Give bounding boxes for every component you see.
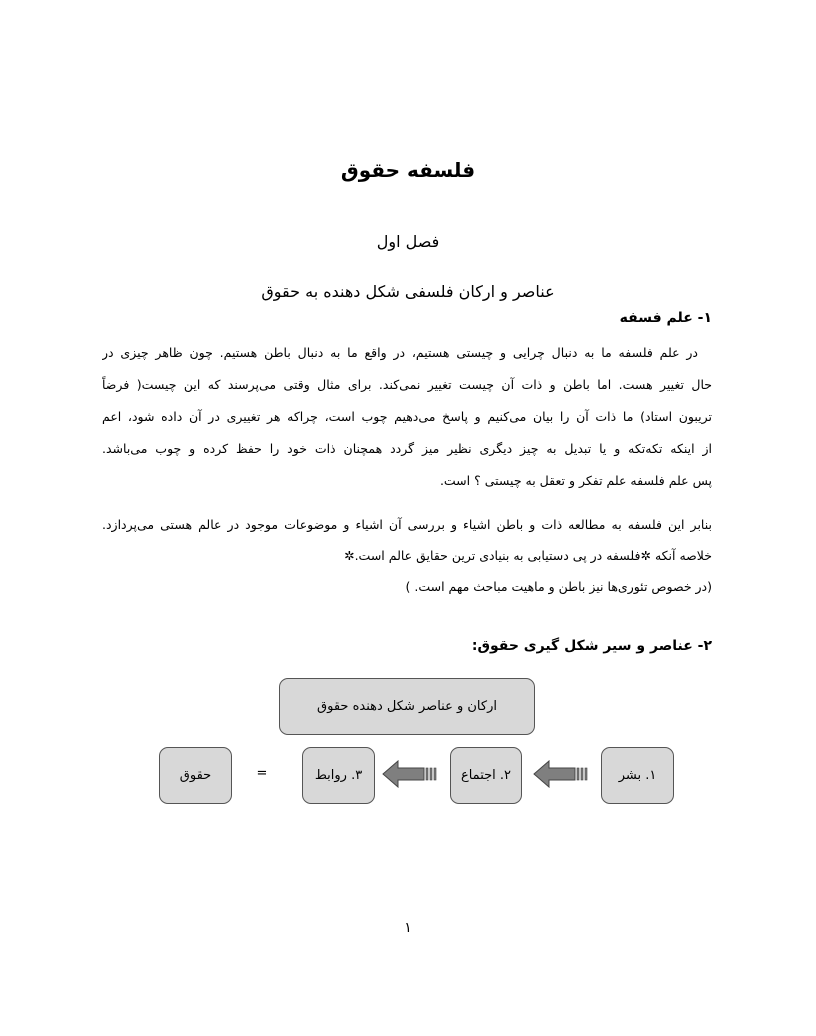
left-arrow-icon bbox=[533, 760, 589, 788]
diagram-box-law: حقوق bbox=[159, 747, 232, 804]
page-number: ۱ bbox=[404, 920, 412, 936]
paragraph-line: در علم فلسفه ما به دنبال چرایی و چیستی هستیم، در واقع ما به دنبال باطن هستیم. چون ظاهر چیزی در bbox=[102, 345, 698, 360]
paragraph-line: حال تغییر هست. اما باطن و ذات آن چیست تغییر نمی‌کند. برای مثال وقتی می‌پرسند که این چیست( فرضاً bbox=[102, 377, 712, 392]
chapter-title: فصل اول bbox=[376, 232, 440, 251]
paragraph-line: از اینکه تکه‌تکه و یا تبدیل به چیز دیگری نظیر میز گردد همچنان ذات خود را حفظ کرده و چوب می‌باشد. bbox=[102, 441, 712, 456]
diagram-top-box: ارکان و عناصر شکل دهنده حقوق bbox=[279, 678, 535, 735]
document-subtitle: عناصر و ارکان فلسفی شکل دهنده به حقوق bbox=[261, 282, 555, 301]
paragraph-line: تریبون استاد) ما ذات آن را بیان می‌کنیم و پاسخ می‌دهیم چوب است، چراکه هر تغییری در آن داده شود، اعم bbox=[102, 409, 712, 424]
diagram-box-human: ۱. بشر bbox=[601, 747, 674, 804]
diagram-box-relations: ۳. روابط bbox=[302, 747, 375, 804]
paragraph-line: (در خصوص تئوری‌ها نیز باطن و ماهیت مباحث مهم است. ) bbox=[405, 579, 712, 594]
equals-sign: = bbox=[256, 766, 268, 781]
section-heading-elements: ۲- عناصر و سیر شکل گیری حقوق: bbox=[471, 638, 712, 654]
paragraph-philosophy-definition bbox=[102, 337, 712, 497]
paragraph-line: پس علم فلسفه علم تفکر و تعقل به چیستی ؟ است. bbox=[439, 473, 712, 488]
section-heading-philosophy: ۱- علم فسفه bbox=[619, 310, 712, 326]
paragraph-line: خلاصه آنکه ✲فلسفه در پی دستیابی به بنیادی ترین حقایق عالم است.✲ bbox=[344, 548, 712, 563]
diagram-box-society: ۲. اجتماع bbox=[450, 747, 522, 804]
document-title: فلسفه حقوق bbox=[340, 158, 476, 182]
paragraph-line: بنابر این فلسفه به مطالعه ذات و باطن اشیاء و بررسی آن اشیاء و موضوعات موجود در عالم هستی می‌پردازد. bbox=[102, 517, 712, 532]
left-arrow-icon bbox=[382, 760, 438, 788]
paragraph-philosophy-summary bbox=[102, 509, 712, 602]
